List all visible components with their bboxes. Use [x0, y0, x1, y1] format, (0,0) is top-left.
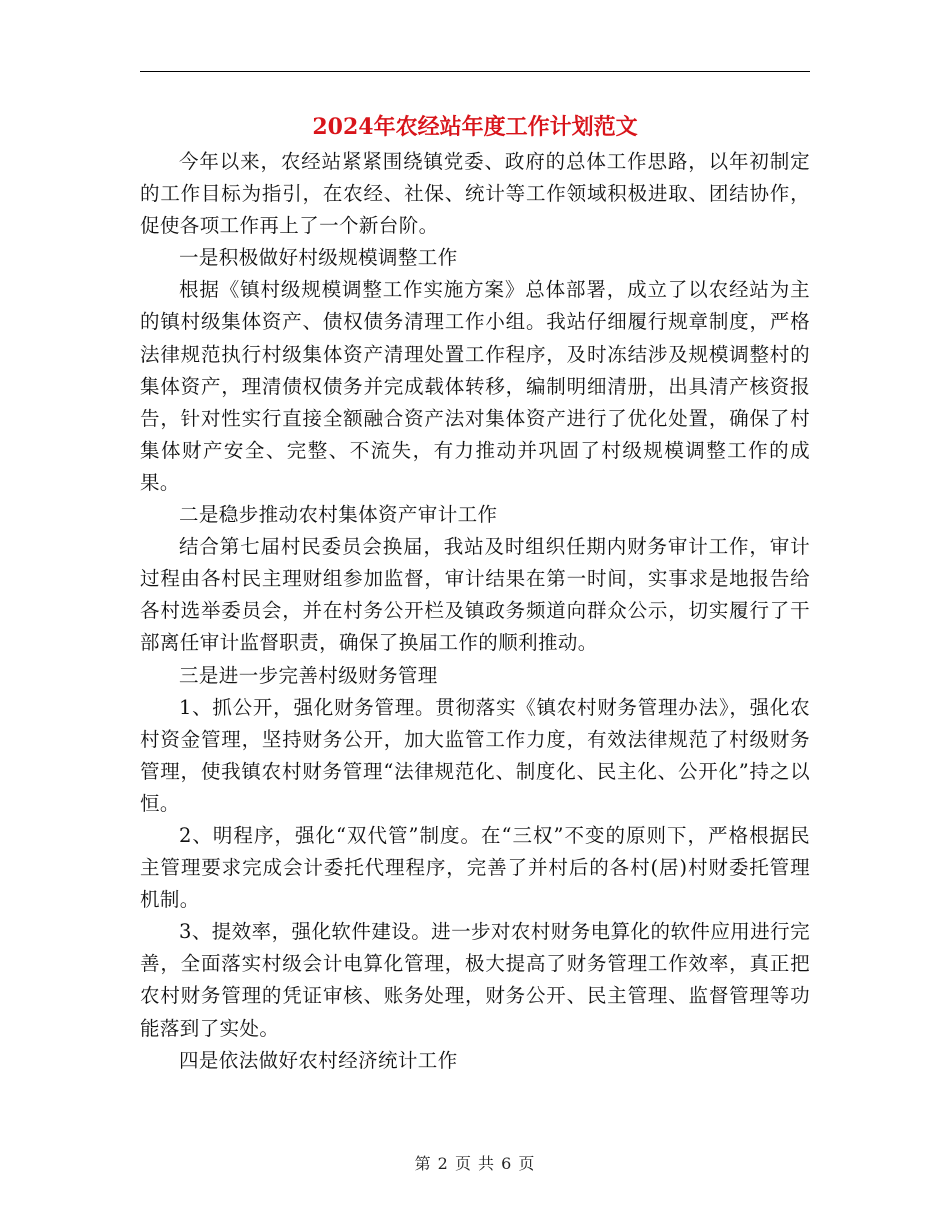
- page-number: 第 2 页 共 6 页: [414, 1154, 536, 1173]
- paragraph-intro: 今年以来，农经站紧紧围绕镇党委、政府的总体工作思路，以年初制定的工作目标为指引，在农经、社保、统计等工作领域积极进取、团结协作，促使各项工作再上了一个新台阶。: [140, 150, 810, 238]
- header-rule: [140, 71, 810, 72]
- document-title: 2024年农经站年度工作计划范文: [312, 114, 638, 140]
- paragraph-section-2: 结合第七届村民委员会换届，我站及时组织任期内财务审计工作，审计过程由各村民主理财组参加监督，审计结果在第一时间，实事求是地报告给各村选举委员会，并在村务公开栏及镇政务频道向群众公示，切实履行了干部离任审计监督职责，确保了换届工作的顺利推动。: [140, 535, 810, 655]
- section-heading-3: 三是进一步完善村级财务管理: [179, 663, 438, 687]
- section-heading-2: 二是稳步推动农村集体资产审计工作: [179, 503, 498, 527]
- paragraph-item-2: 2、明程序，强化“双代管”制度。在“三权”不变的原则下，严格根据民主管理要求完成会计委托代理程序，完善了并村后的各村(居)村财委托管理机制。: [140, 823, 810, 912]
- paragraph-item-1: 1、抓公开，强化财务管理。贯彻落实《镇农村财务管理办法》，强化农村资金管理，坚持财务公开，加大监管工作力度，有效法律规范了村级财务管理，使我镇农村财务管理“法律规范化、制度化、民主化、公开化”持之以恒。: [140, 695, 810, 815]
- section-heading-4: 四是依法做好农村经济统计工作: [179, 1048, 458, 1072]
- paragraph-section-1: 根据《镇村级规模调整工作实施方案》总体部署，成立了以农经站为主的镇村级集体资产、债权债务清理工作小组。我站仔细履行规章制度，严格法律规范执行村级集体资产清理处置工作程序，及时冻结涉及规模调整村的集体资产，理清债权债务并完成载体转移，编制明细清册，出具清产核资报告，针对性实行直接全额融合资产法对集体资产进行了优化处置，确保了村集体财产安全、完整、不流失，有力推动并巩固了村级规模调整工作的成果。: [140, 278, 810, 494]
- paragraph-item-3: 3、提效率，强化软件建设。进一步对农村财务电算化的软件应用进行完善，全面落实村级会计电算化管理，极大提高了财务管理工作效率，真正把农村财务管理的凭证审核、账务处理，财务公开、民主管理、监督管理等功能落到了实处。: [140, 920, 810, 1040]
- section-heading-1: 一是积极做好村级规模调整工作: [179, 246, 458, 270]
- document-body: [140, 146, 810, 1077]
